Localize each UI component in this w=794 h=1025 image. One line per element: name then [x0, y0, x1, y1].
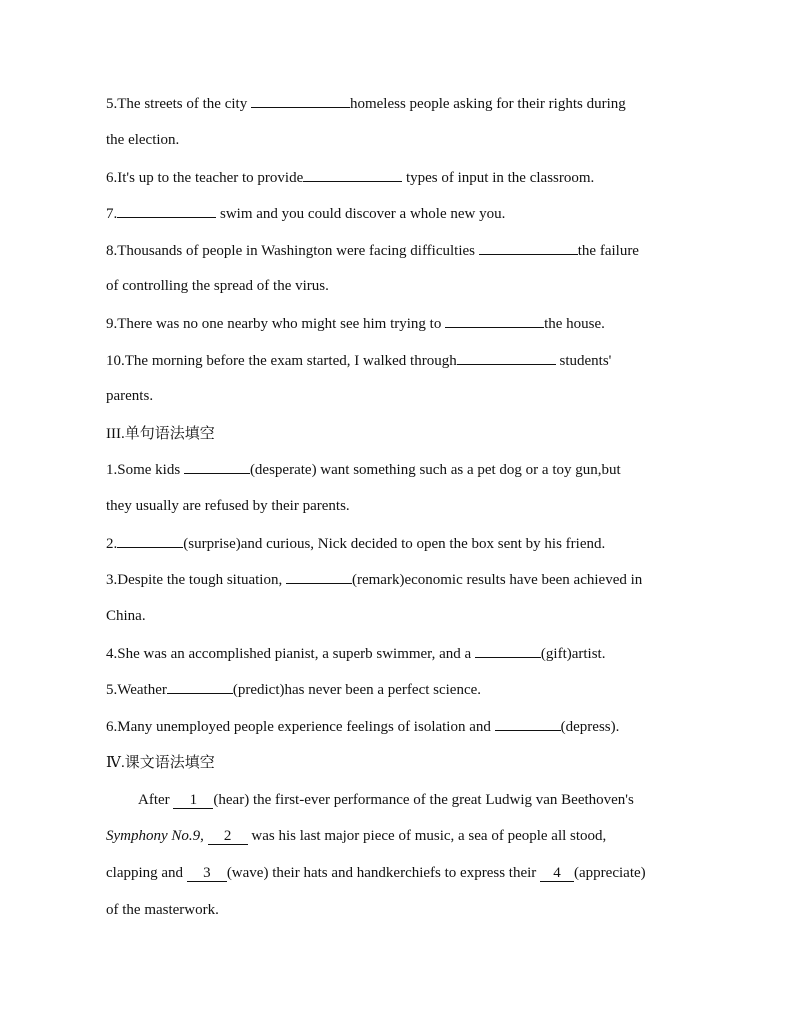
- s3q3-text-cont: China.: [106, 608, 146, 624]
- s3q2-text-pre: 2.: [106, 536, 118, 552]
- s3q5-text-pre: 5.Weather: [106, 682, 167, 698]
- numbered-blank-2[interactable]: 2: [208, 828, 248, 845]
- s3q6-text-pre: 6.Many unemployed people experience feelings of isolation and: [106, 719, 495, 735]
- s3q3-text-pre: 3.Despite the tough situation,: [106, 572, 286, 588]
- question-5-cont: [106, 130, 179, 150]
- s3q1-text-cont: they usually are refused by their parents.: [106, 498, 350, 514]
- s3-question-3: [106, 569, 642, 590]
- answer-blank[interactable]: [475, 643, 541, 658]
- answer-blank[interactable]: [303, 167, 402, 182]
- question-7: [106, 203, 505, 224]
- s3-question-1-cont: [106, 496, 350, 516]
- answer-blank[interactable]: [117, 533, 183, 548]
- answer-blank[interactable]: [286, 569, 352, 584]
- s3-question-4: [106, 643, 605, 664]
- numbered-blank-3[interactable]: 3: [187, 865, 227, 882]
- passage-line-4: [106, 900, 219, 920]
- answer-blank[interactable]: [479, 240, 578, 255]
- answer-blank[interactable]: [457, 350, 556, 365]
- q7-text-post: swim and you could discover a whole new you.: [216, 206, 506, 222]
- passage-line-2: [106, 826, 606, 846]
- passage-line-1: [138, 790, 634, 810]
- passage-text: (hear) the first-ever performance of the great Ludwig van Beethoven's: [213, 792, 634, 808]
- q7-text-pre: 7.: [106, 206, 118, 222]
- section-4-title: 课文语法填空: [124, 753, 215, 771]
- s3q2-text-post: (surprise)and curious, Nick decided to open the box sent by his friend.: [183, 536, 606, 552]
- s3-question-5: [106, 679, 481, 700]
- q8-text-post: the failure: [577, 243, 639, 259]
- q10-text-pre: 10.The morning before the exam started, I walked through: [106, 353, 457, 369]
- s3q1-text-post: (desperate) want something such as a pet dog or a toy gun,but: [249, 462, 621, 478]
- passage-text: (wave) their hats and handkerchiefs to express their: [226, 865, 541, 881]
- q6-text-pre: 6.It's up to the teacher to provide: [106, 170, 304, 186]
- q5-text-cont: the election.: [106, 132, 180, 148]
- question-10: [106, 350, 611, 371]
- q9-text-pre: 9.There was no one nearby who might see him trying to: [106, 316, 446, 332]
- answer-blank[interactable]: [495, 716, 561, 731]
- passage-text: ,: [200, 828, 208, 844]
- s3q6-text-post: (depress).: [560, 719, 620, 735]
- passage-text: was his last major piece of music, a sea of people all stood,: [247, 828, 607, 844]
- numbered-blank-4[interactable]: 4: [540, 865, 574, 882]
- answer-blank[interactable]: [184, 459, 250, 474]
- s3q4-text-post: (gift)artist.: [540, 646, 606, 662]
- section-4-heading: [106, 752, 215, 773]
- q9-text-post: the house.: [544, 316, 605, 332]
- question-9: [106, 313, 605, 334]
- s3-question-6: [106, 716, 619, 737]
- symphony-title: Symphony No.9: [106, 828, 201, 844]
- s3-question-1: [106, 459, 621, 480]
- section-3-roman: III.: [106, 426, 125, 442]
- passage-text: of the masterwork.: [106, 902, 219, 918]
- passage-text: After: [138, 792, 174, 808]
- s3q1-text-pre: 1.Some kids: [106, 462, 184, 478]
- answer-blank[interactable]: [251, 93, 350, 108]
- numbered-blank-1[interactable]: 1: [173, 792, 213, 809]
- passage-text: clapping and: [106, 865, 187, 881]
- section-4-roman: Ⅳ.: [106, 755, 125, 771]
- question-6: [106, 167, 594, 188]
- section-3-heading: [106, 423, 215, 444]
- q8-text-pre: 8.Thousands of people in Washington were facing difficulties: [106, 243, 479, 259]
- s3q5-text-post: (predict)has never been a perfect science.: [232, 682, 482, 698]
- question-10-cont: [106, 386, 153, 406]
- q10-text-cont: parents.: [106, 388, 154, 404]
- q10-text-post: students': [555, 353, 612, 369]
- question-8-cont: [106, 276, 329, 296]
- question-5: [106, 93, 626, 114]
- q6-text-post: types of input in the classroom.: [402, 170, 595, 186]
- answer-blank[interactable]: [117, 203, 216, 218]
- q5-text-post: homeless people asking for their rights during: [349, 96, 626, 112]
- s3q4-text-pre: 4.She was an accomplished pianist, a superb swimmer, and a: [106, 646, 475, 662]
- q5-text-pre: 5.The streets of the city: [106, 96, 251, 112]
- q8-text-cont: of controlling the spread of the virus.: [106, 278, 329, 294]
- s3-question-2: [106, 533, 605, 554]
- section-3-title: 单句语法填空: [124, 424, 215, 442]
- answer-blank[interactable]: [445, 313, 544, 328]
- s3q3-text-post: (remark)economic results have been achieved in: [351, 572, 643, 588]
- passage-text: (appreciate): [574, 865, 646, 881]
- question-8: [106, 240, 639, 261]
- s3-question-3-cont: [106, 606, 146, 626]
- answer-blank[interactable]: [167, 679, 233, 694]
- passage-line-3: [106, 863, 646, 883]
